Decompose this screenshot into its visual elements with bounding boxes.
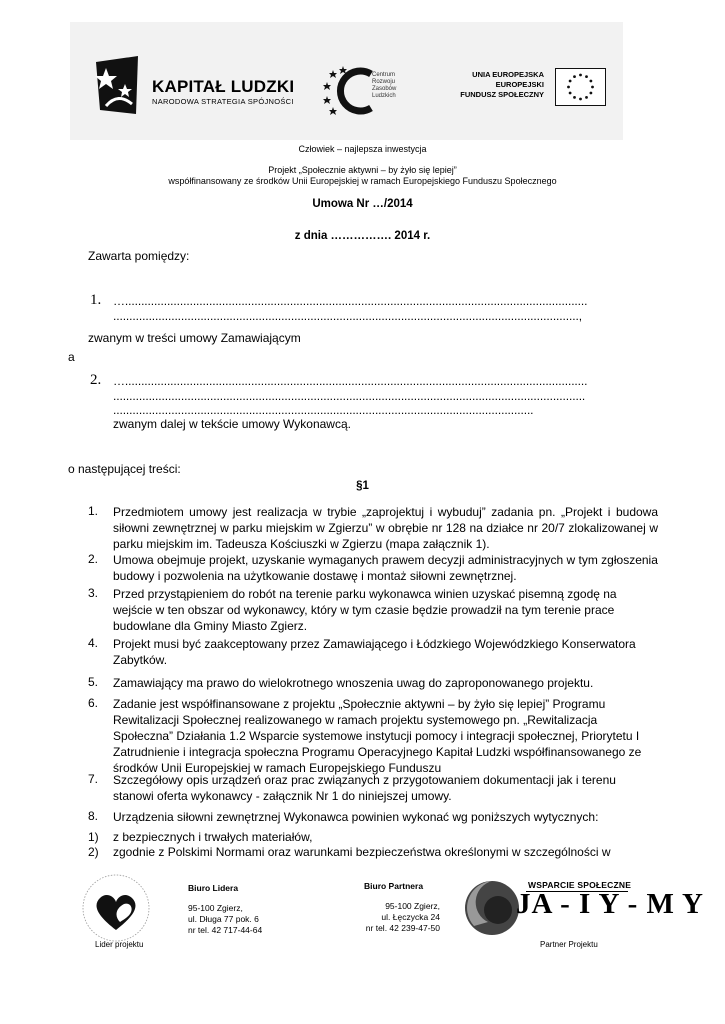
jaimy-logo-icon: [464, 880, 520, 936]
clause-number: 7.: [88, 772, 99, 786]
contract-title: Umowa Nr …/2014: [312, 198, 413, 210]
section-title: §1: [356, 480, 369, 492]
kapital-ludzki-logo-icon: [92, 54, 142, 118]
partner-address-line: 95-100 Zgierz,: [385, 901, 440, 911]
leader-logo-icon: [80, 872, 152, 944]
jaimy-logo-tagline: WSPARCIE SPOŁECZNE: [528, 880, 632, 890]
eu-line: FUNDUSZ SPOŁECZNY: [460, 90, 544, 99]
eu-line: EUROPEJSKI: [495, 80, 544, 89]
clause-number: 8.: [88, 809, 99, 823]
eu-logo-text: [456, 70, 544, 100]
partner-label: Partner Projektu: [540, 940, 598, 949]
partner-address-line: nr tel. 42 239-47-50: [365, 923, 440, 933]
clause-number: 4.: [88, 636, 99, 650]
subclause-item: [88, 830, 313, 844]
clause-number: 1.: [88, 504, 99, 518]
leader-address-line: ul. Długa 77 pok. 6: [188, 914, 259, 924]
party2-number: 2.: [90, 372, 102, 388]
clause-number: 5.: [88, 675, 99, 689]
clause-text: Umowa obejmuje projekt, uzyskanie wymaganych prawem decyzji administracyjnych w tym zgłoszenia budowy i pozwolenia na użytkowanie dostawę i montaż siłowni zewnętrznej.: [113, 553, 658, 583]
party1-line: ................................................................................................................................................,: [113, 309, 582, 323]
eu-line: UNIA EUROPEJSKA: [472, 70, 544, 79]
jaimy-logo-name: JA - I Y - M Y: [516, 888, 704, 920]
subclause-number: 1): [88, 830, 99, 844]
leader-office-title: Biuro Lidera: [188, 883, 239, 893]
subclause-item: [88, 845, 611, 859]
party2-role: zwanym dalej w tekście umowy Wykonawcą.: [113, 417, 351, 431]
eu-flag-icon: [555, 68, 606, 106]
leader-address-line: nr tel. 42 717-44-64: [188, 925, 263, 935]
content-intro: o następującej treści:: [68, 462, 181, 476]
partner-office-address: [350, 901, 440, 934]
kapital-ludzki-subtitle: NARODOWA STRATEGIA SPÓJNOŚCI: [152, 97, 294, 106]
clause-text: Szczegółowy opis urządzeń oraz prac związanych z przygotowaniem dokumentacji jak i terenu stanowi oferta wykonawcy - załącznik Nr 1 do niniejszej umowy.: [113, 773, 616, 803]
crzl-line: Ludzkich: [372, 93, 396, 99]
contract-date: z dnia ……………. 2014 r.: [294, 230, 431, 242]
crzl-line: Zasobów: [372, 86, 397, 92]
motto: Człowiek – najlepsza inwestycja: [298, 144, 427, 154]
subclause-number: 2): [88, 845, 99, 859]
leader-address-line: 95-100 Zgierz,: [188, 903, 243, 913]
clause-number: 6.: [88, 696, 99, 710]
between-label: Zawarta pomiędzy:: [88, 249, 190, 263]
partner-address-line: ul. Łęczycka 24: [381, 912, 440, 922]
project-line: Projekt „Społecznie aktywni – by żyło się lepiej”: [268, 165, 457, 175]
subclause-text: z bezpiecznych i trwałych materiałów,: [113, 830, 313, 844]
and-word: a: [68, 350, 75, 364]
party1-number: 1.: [90, 292, 102, 308]
clause-text: Zamawiający ma prawo do wielokrotnego wnoszenia uwag do zaproponowanego projektu.: [113, 676, 594, 690]
cofinancing-line: współfinansowany ze środków Unii Europejskiej w ramach Europejskiego Funduszu Społecznego: [168, 176, 557, 186]
party1-role: zwanym w treści umowy Zamawiającym: [88, 331, 301, 345]
party2-line: ..................................................................................................................................................: [113, 389, 586, 403]
crzl-logo-text: [372, 72, 396, 100]
partner-office-title: Biuro Partnera: [364, 881, 424, 891]
clause-text: Projekt musi być zaakceptowany przez Zamawiającego i Łódzkiego Wojewódzkiego Konserwatora Zabytków.: [113, 637, 636, 667]
clause-number: 3.: [88, 586, 99, 600]
crzl-line: Centrum: [372, 72, 396, 78]
clause-number: 2.: [88, 552, 99, 566]
party2-line: …...............................................................................................................................................: [113, 374, 588, 388]
clause-text: Urządzenia siłowni zewnętrznej Wykonawca powinien wykonać wg poniższych wytycznych:: [113, 810, 599, 824]
leader-label: Lider projektu: [95, 940, 144, 949]
leader-office-address: [188, 903, 262, 936]
crzl-line: Rozwoju: [372, 79, 396, 85]
party1-line: …...............................................................................................................................................: [113, 294, 588, 308]
kapital-ludzki-title: KAPITAŁ LUDZKI: [152, 77, 295, 96]
clause-text: Przed przystąpieniem do robót na terenie parku wykonawca winien uzyskać pisemną zgodę na wejście w ten obszar od wykonawcy, który w tym czasie będzie prowadził na tym terenie prace budowlane dla Gminy Miasto Zgierz.: [113, 587, 617, 633]
clause-text: Przedmiotem umowy jest realizacja w trybie „zaprojektuj i wybuduj” zadania pn. „Projekt i budowa siłowni zewnętrznej w parku miejskim w Zgierzu” w obrębie nr 128 na działce nr 20/7 zlokalizowanej w parku miejskim im. Tadeusza Kościuszki w Zgierzu (mapa załącznik 1).: [113, 505, 658, 551]
clause-text: Zadanie jest współfinansowane z projektu „Społecznie aktywni – by żyło się lepiej” Programu Rewitalizacji Społecznej realizowanego w ramach projektu systemowego pn. „Rewitalizacja Społeczna” Działania 1.2 Wsparcie systemowe instytucji pomocy i integracji społecznej, Priorytetu I Zatrudnienie i integracja społeczna Programu Operacyjnego Kapitał Ludzki współfinansowanego ze środków Unii Europejskiej w ramach Europejskiego Funduszu: [113, 697, 642, 775]
subclause-text: zgodnie z Polskimi Normami oraz warunkami bezpieczeństwa określonymi w szczególności w: [113, 845, 611, 859]
party2-line: ..................................................................................................................................: [113, 403, 534, 417]
